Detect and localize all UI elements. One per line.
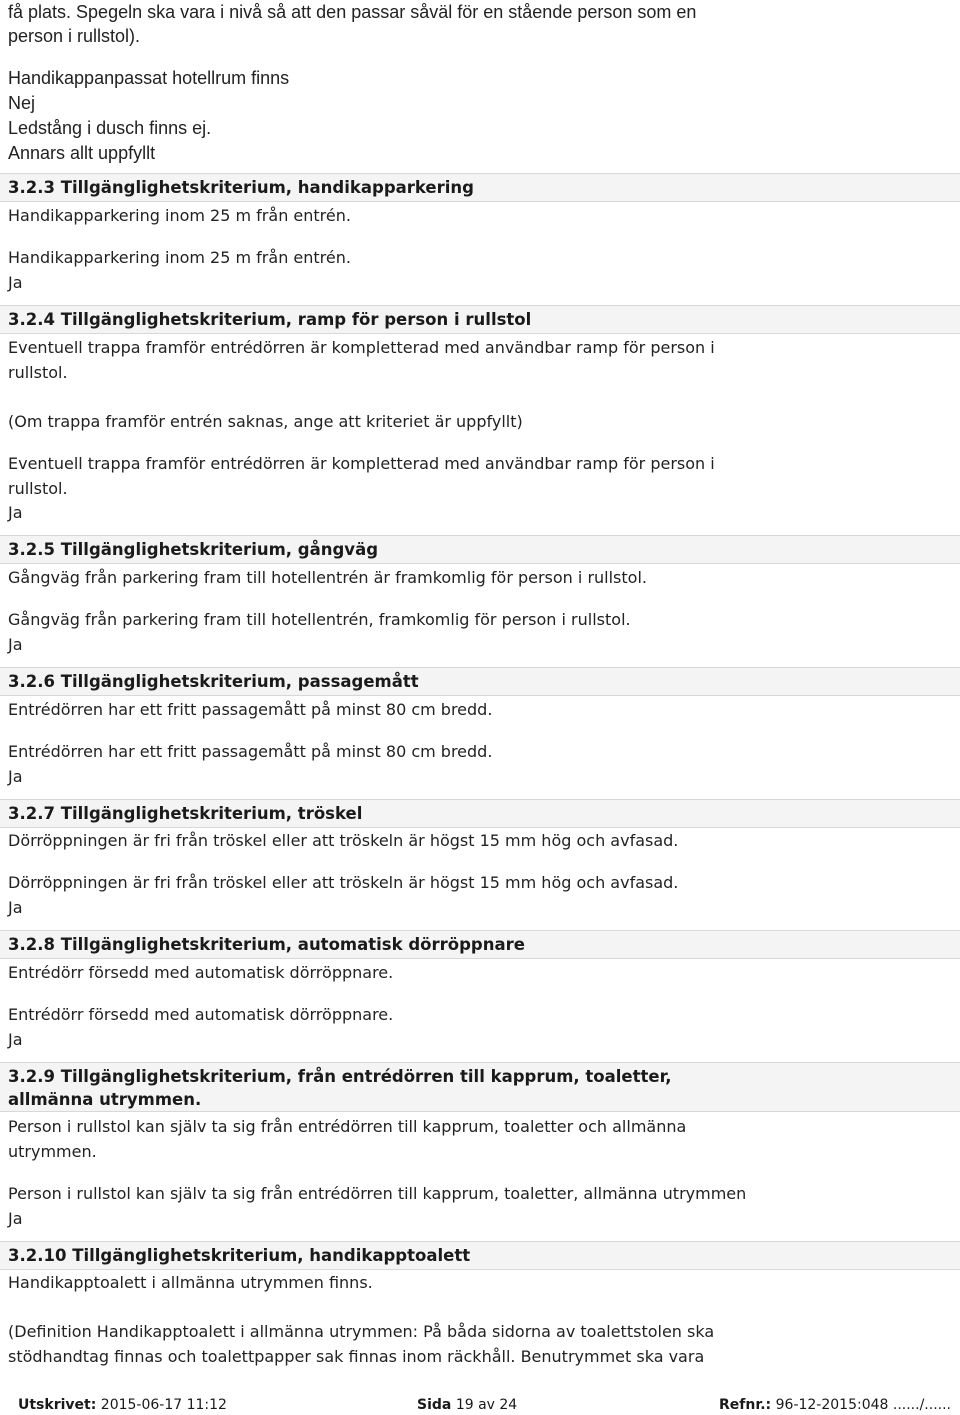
criterion-text-line-1: Person i rullstol kan själv ta sig från entrédörren till kapprum, toaletter och allmänna xyxy=(8,1117,687,1136)
intro-line-1: få plats. Spegeln ska vara i nivå så att den passar såväl för en stående person som en xyxy=(8,2,697,22)
page-value: 19 av 24 xyxy=(455,1397,518,1413)
criterion-repeat: Gångväg från parkering fram till hotellentrén, framkomlig för person i rullstol. xyxy=(8,610,631,629)
section-heading: 3.2.7 Tillgänglighetskriterium, tröskel xyxy=(8,804,363,823)
intro-line-2: person i rullstol). xyxy=(8,26,141,46)
page-number xyxy=(417,1396,517,1415)
criterion-repeat: Entrédörren har ett fritt passagemått på minst 80 cm bredd. xyxy=(8,742,493,761)
criterion-text-line-2: utrymmen. xyxy=(8,1142,97,1161)
ref-label: Refnr.: xyxy=(719,1397,772,1413)
criterion-text: Entrédörren har ett fritt passagemått på minst 80 cm bredd. xyxy=(8,700,493,719)
criterion-answer: Ja xyxy=(8,273,23,292)
criterion-text: Gångväg från parkering fram till hotellentrén är framkomlig för person i rullstol. xyxy=(8,568,647,587)
section-heading: 3.2.5 Tillgänglighetskriterium, gångväg xyxy=(8,540,379,559)
page-footer xyxy=(0,1396,960,1415)
criterion-text-line-1: Eventuell trappa framför entrédörren är kompletterad med användbar ramp för person i xyxy=(8,338,715,357)
section-heading: 3.2.4 Tillgänglighetskriterium, ramp för person i rullstol xyxy=(8,310,532,329)
criterion-note: (Om trappa framför entrén saknas, ange att kriteriet är uppfyllt) xyxy=(8,412,523,431)
criterion-answer: Ja xyxy=(8,503,23,522)
criterion-text: Handikapptoalett i allmänna utrymmen finns. xyxy=(8,1273,373,1292)
definition-line-1: (Definition Handikapptoalett i allmänna utrymmen: På båda sidorna av toalettstolen ska xyxy=(8,1322,715,1341)
ref-value: 96-12-2015:048 ....../...... xyxy=(775,1397,951,1413)
page-label: Sida xyxy=(417,1397,452,1413)
printed-label: Utskrivet: xyxy=(18,1397,97,1413)
printed-value: 2015-06-17 11:12 xyxy=(100,1397,227,1413)
criterion-repeat: Person i rullstol kan själv ta sig från entrédörren till kapprum, toaletter, allmänna utrymmen xyxy=(8,1184,747,1203)
section-heading: 3.2.8 Tillgänglighetskriterium, automatisk dörröppnare xyxy=(8,935,525,954)
criterion-repeat: Entrédörr försedd med automatisk dörröppnare. xyxy=(8,1005,394,1024)
criterion-answer: Ja xyxy=(8,898,23,917)
criterion-repeat: Dörröppningen är fri från tröskel eller att tröskeln är högst 15 mm hög och avfasad. xyxy=(8,873,679,892)
definition-line-2: stödhandtag finnas och toalettpapper sak finnas inom räckhåll. Benutrymmet ska vara xyxy=(8,1347,705,1366)
section-heading-line-2: allmänna utrymmen. xyxy=(8,1090,202,1109)
reference-number xyxy=(719,1396,951,1415)
section-heading: 3.2.10 Tillgänglighetskriterium, handikapptoalett xyxy=(8,1246,471,1265)
hotel-note-2: Annars allt uppfyllt xyxy=(8,143,156,163)
criterion-answer: Ja xyxy=(8,635,23,654)
criterion-text: Dörröppningen är fri från tröskel eller att tröskeln är högst 15 mm hög och avfasad. xyxy=(8,831,679,850)
hotel-room-answer: Nej xyxy=(8,93,36,113)
hotel-note-1: Ledstång i dusch finns ej. xyxy=(8,118,212,138)
criterion-text-line-2: rullstol. xyxy=(8,363,68,382)
criterion-repeat-line-1: Eventuell trappa framför entrédörren är kompletterad med användbar ramp för person i xyxy=(8,454,715,473)
section-heading: 3.2.6 Tillgänglighetskriterium, passagemått xyxy=(8,672,419,691)
criterion-text: Handikapparkering inom 25 m från entrén. xyxy=(8,206,351,225)
criterion-answer: Ja xyxy=(8,1030,23,1049)
criterion-repeat: Handikapparkering inom 25 m från entrén. xyxy=(8,248,351,267)
criterion-answer: Ja xyxy=(8,767,23,786)
printed-date xyxy=(18,1396,227,1415)
criterion-text: Entrédörr försedd med automatisk dörröppnare. xyxy=(8,963,394,982)
criterion-repeat-line-2: rullstol. xyxy=(8,479,68,498)
section-heading-line-1: 3.2.9 Tillgänglighetskriterium, från entrédörren till kapprum, toaletter, xyxy=(8,1067,672,1086)
section-heading: 3.2.3 Tillgänglighetskriterium, handikapparkering xyxy=(8,178,474,197)
criterion-answer: Ja xyxy=(8,1209,23,1228)
hotel-room-criterion: Handikappanpassat hotellrum finns xyxy=(8,68,290,88)
